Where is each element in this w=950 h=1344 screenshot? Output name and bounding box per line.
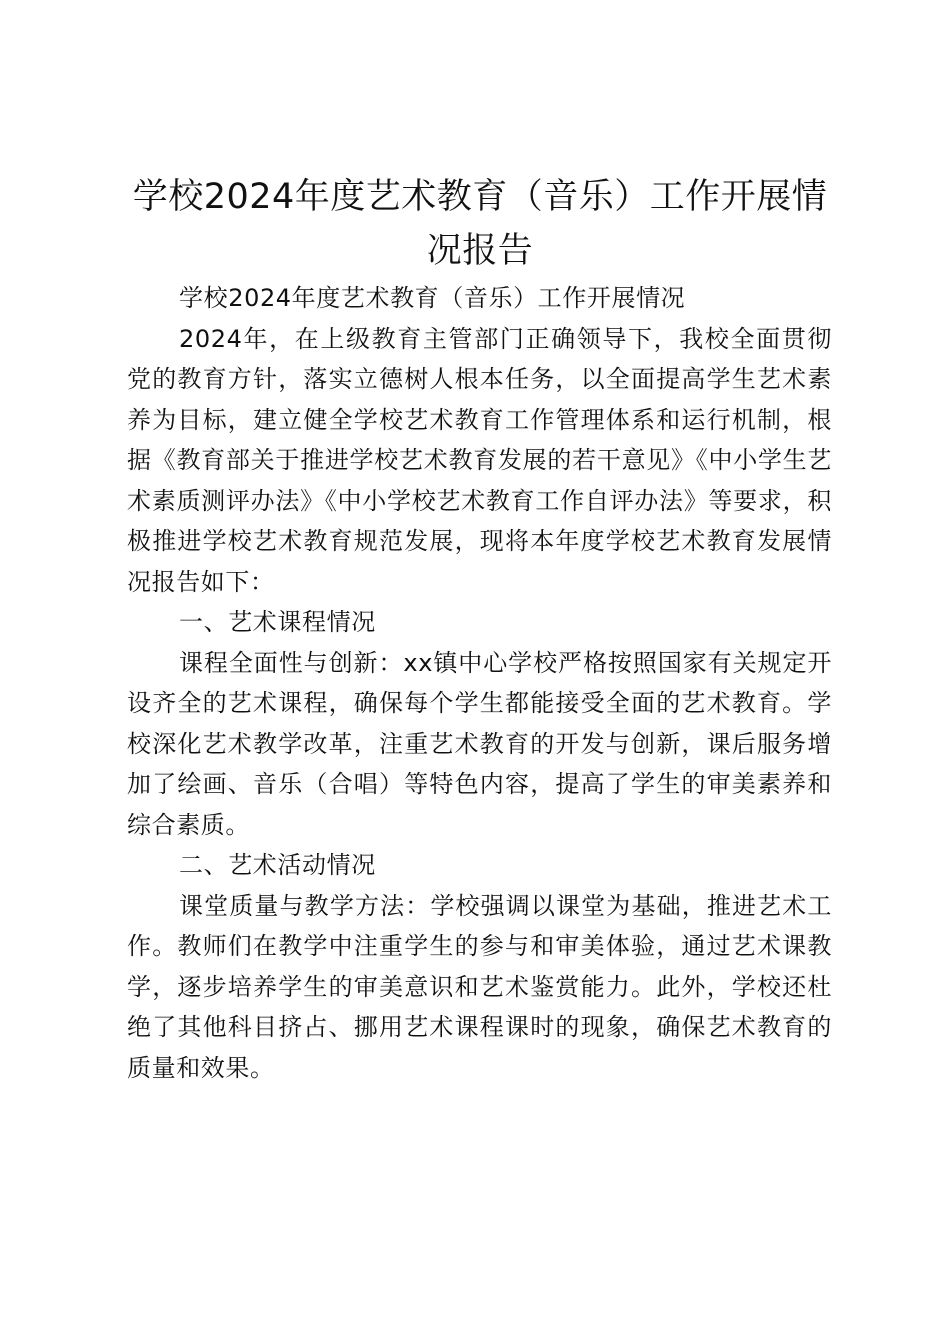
activities-paragraph: 课堂质量与教学方法：学校强调以课堂为基础，推进艺术工作。教师们在教学中注重学生的参与和审美体验，通过艺术课教学，逐步培养学生的审美意识和艺术鉴赏能力。此外，学校还杜绝了其他科目挤占、挪用艺术课程课时的现象，确保艺术教育的质量和效果。 [127, 891, 832, 1082]
section-heading-activities: 二、艺术活动情况 [179, 851, 376, 879]
section-heading-courses: 一、艺术课程情况 [179, 608, 376, 636]
subtitle-paragraph: 学校2024年度艺术教育（音乐）工作开展情况 [179, 284, 686, 312]
document-title: 学校2024年度艺术教育（音乐）工作开展情况报告 [132, 177, 828, 271]
document-body [127, 278, 832, 1088]
intro-paragraph: 2024年，在上级教育主管部门正确领导下，我校全面贯彻党的教育方针，落实立德树人根本任务，以全面提高学生艺术素养为目标，建立健全学校艺术教育工作管理体系和运行机制，根据《教育部关于推进学校艺术教育发展的若干意见》《中小学生艺术素质测评办法》《中小学校艺术教育工作自评办法》等要求，积极推进学校艺术教育规范发展，现将本年度学校艺术教育发展情况报告如下： [127, 324, 832, 596]
courses-paragraph: 课程全面性与创新：xx镇中心学校严格按照国家有关规定开设齐全的艺术课程，确保每个学生都能接受全面的艺术教育。学校深化艺术教学改革，注重艺术教育的开发与创新，课后服务增加了绘画、音乐（合唱）等特色内容，提高了学生的审美素养和综合素质。 [127, 648, 832, 839]
